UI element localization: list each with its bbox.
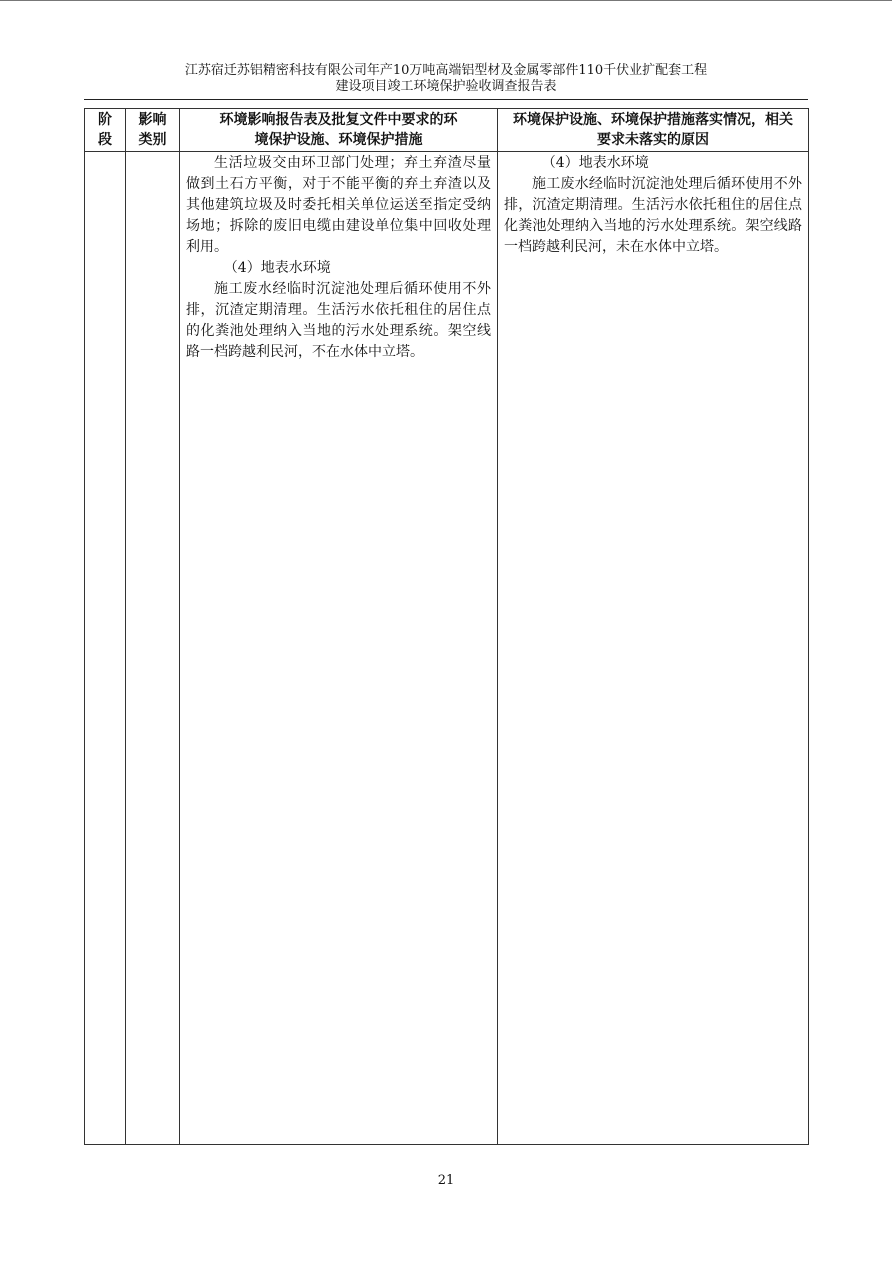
acceptance-table — [84, 108, 809, 1145]
document-header — [84, 63, 808, 95]
implemented-measures-cell — [498, 152, 809, 1145]
stage-cell — [85, 152, 126, 1145]
implemented-paragraph-surface-water: 施工废水经临时沉淀池处理后循环使用不外排，沉渣定期清理。生活污水依托租住的居住点化粪池处理纳入当地的污水处理系统。架空线路一档跨越利民河，未在水体中立塔。 — [504, 176, 802, 255]
required-paragraph-waste: 生活垃圾交由环卫部门处理；弃土弃渣尽量做到土石方平衡，对于不能平衡的弃土弃渣以及其他建筑垃圾及时委托相关单位运送至指定受纳场地；拆除的废旧电缆由建设单位集中回收处理利用。 — [186, 155, 491, 255]
header-impact-category: 影响类别 — [126, 109, 180, 152]
header-implemented-measures: 环境保护设施、环境保护措施落实情况，相关要求未落实的原因 — [498, 109, 809, 152]
header-title-line1: 江苏宿迁苏铝精密科技有限公司年产10万吨高端铝型材及金属零部件110千伏业扩配套工程 — [184, 63, 708, 78]
implemented-subheading-surface-water: （4）地表水环境 — [541, 155, 649, 171]
top-border-line — [0, 0, 892, 1]
required-paragraph-surface-water: 施工废水经临时沉淀池处理后循环使用不外排，沉渣定期清理。生活污水依托租住的居住点的化粪池处理纳入当地的污水处理系统。架空线路一档跨越利民河，不在水体中立塔。 — [186, 281, 491, 360]
header-divider — [84, 99, 808, 100]
required-measures-cell — [180, 152, 498, 1145]
required-subheading-surface-water: （4）地表水环境 — [223, 260, 331, 276]
header-required-measures: 环境影响报告表及批复文件中要求的环境保护设施、环境保护措施 — [180, 109, 498, 152]
table-row — [85, 152, 809, 1145]
impact-category-cell — [126, 152, 180, 1145]
header-title-line2: 建设项目竣工环境保护验收调查报告表 — [335, 79, 557, 94]
page-number: 21 — [437, 1173, 455, 1188]
table-header-row — [85, 109, 809, 152]
header-stage: 阶段 — [85, 109, 126, 152]
